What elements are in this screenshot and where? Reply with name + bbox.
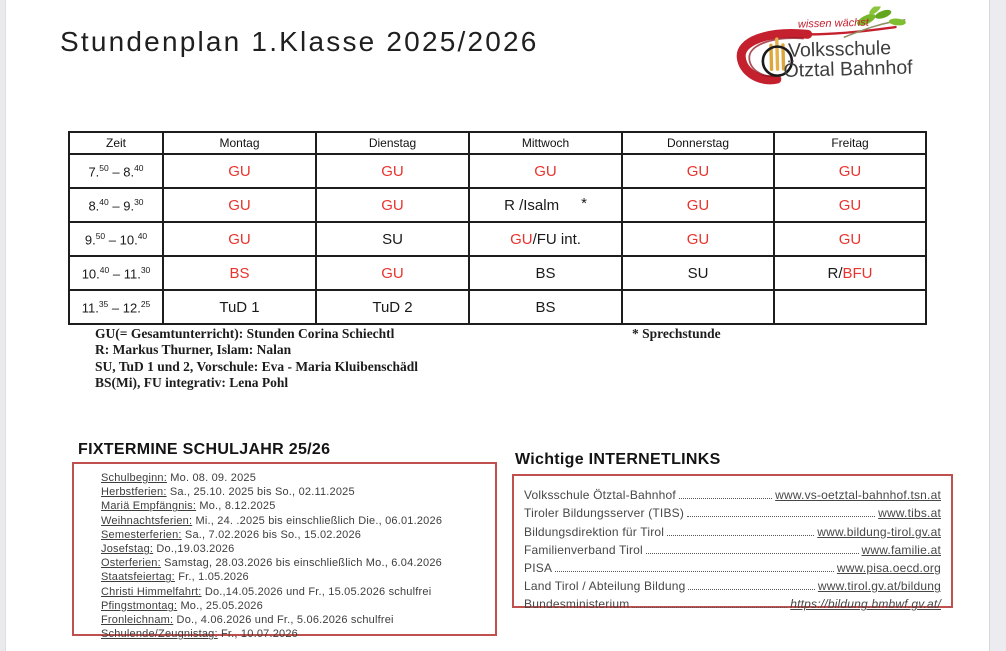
fixtermine-item — [101, 613, 487, 627]
dot-leader — [632, 607, 787, 608]
subject-cell: GU — [622, 188, 774, 222]
fixtermine-item — [101, 542, 487, 556]
link-url[interactable]: www.tirol.gv.at/bildung — [817, 579, 941, 594]
timetable-row — [69, 154, 926, 188]
subject-cell: GU — [622, 154, 774, 188]
fixtermine-item — [101, 514, 487, 528]
subject-cell: GU — [774, 188, 926, 222]
timetable-row — [69, 222, 926, 256]
subject-cell: GU — [163, 154, 316, 188]
subject-cell: BS — [469, 256, 622, 290]
dot-leader — [679, 498, 772, 499]
fixtermine-label: Fronleichnam: — [101, 614, 174, 627]
subject-cell: GU — [316, 188, 469, 222]
day-header: Donnerstag — [622, 132, 774, 154]
timetable-header-row — [69, 132, 926, 154]
fixtermine-label: Schulbeginn: — [101, 472, 168, 484]
page-title: Stundenplan 1.Klasse 2025/2026 — [60, 26, 539, 57]
logo-name-line1: Volksschule — [787, 37, 892, 62]
school-logo — [723, 6, 917, 89]
link-item — [524, 593, 941, 611]
subject-cell — [774, 290, 926, 324]
subject-cell: TuD 1 — [163, 290, 316, 324]
subject-cell — [622, 290, 774, 324]
fixtermine-label: Christi Himmelfahrt: — [101, 585, 202, 598]
fixtermine-text: Samstag, 28.03.2026 bis einschließlich Mo., 6.04.2026 — [160, 557, 442, 570]
logo-wheat-icon — [777, 39, 778, 69]
sprechstunde-note: * Sprechstunde — [632, 326, 721, 341]
fixtermine-item — [101, 556, 487, 570]
fixtermine-item — [101, 485, 487, 499]
link-item — [524, 539, 941, 557]
subject-cell: GU — [163, 188, 316, 222]
link-url[interactable]: www.familie.at — [861, 542, 941, 557]
fixtermine-text: Fr., 10.07.2026 — [217, 628, 298, 641]
subject-cell: BS — [163, 256, 316, 290]
timetable-row — [69, 290, 926, 324]
fixtermine-text: Do., 4.06.2026 und Fr., 5.06.2026 schulfrei — [173, 614, 394, 627]
dot-leader — [555, 571, 834, 572]
link-url[interactable]: www.tibs.at — [878, 506, 941, 521]
day-header: Dienstag — [316, 132, 469, 154]
link-label: Bildungsdirektion für Tirol — [524, 524, 665, 539]
timetable-row — [69, 256, 926, 290]
link-label: Land Tirol / Abteilung Bildung — [524, 579, 686, 594]
link-label: Bundesministerium — [524, 597, 630, 612]
link-item — [524, 502, 941, 520]
day-header: Mittwoch — [469, 132, 622, 154]
logo-leaf-icon — [889, 18, 906, 26]
subject-cell: BS — [469, 290, 622, 324]
fixtermine-text: Fr., 1.05.2026 — [174, 571, 249, 584]
fixtermine-label: Weihnachtsferien: — [101, 514, 193, 527]
day-header: Zeit — [69, 132, 163, 154]
fixtermine-text: Sa., 7.02.2026 bis So., 15.02.2026 — [181, 528, 362, 541]
fixtermine-item — [101, 585, 487, 599]
links-heading: Wichtige INTERNETLINKS — [515, 451, 721, 468]
subject-cell: SU — [316, 222, 469, 256]
subject-cell: SU — [622, 256, 774, 290]
logo-tagline: wissen wächst — [797, 16, 869, 31]
fixtermine-label: Osterferien: — [101, 557, 161, 570]
time-cell: 8.40 – 9.30 — [69, 188, 163, 222]
fixtermine-label: Herbstferien: — [101, 486, 167, 499]
timetable-row — [69, 188, 926, 222]
legend — [95, 326, 418, 392]
subject-cell: R/BFU — [774, 256, 926, 290]
timetable — [68, 131, 927, 325]
fixtermine-label: Pfingstmontag: — [101, 599, 178, 612]
subject-cell: GU — [316, 256, 469, 290]
fixtermine-text: Do.,19.03.2026 — [153, 543, 235, 556]
fixtermine-item — [101, 499, 487, 513]
link-url[interactable]: www.pisa.oecd.org — [836, 560, 941, 575]
time-cell: 11.35 – 12.25 — [69, 290, 163, 324]
links-list — [524, 484, 941, 611]
time-cell: 9.50 – 10.40 — [69, 222, 163, 256]
link-url[interactable]: www.vs-oetztal-bahnhof.tsn.at — [775, 488, 941, 503]
link-label: PISA — [524, 560, 553, 575]
subject-cell: GU — [469, 154, 622, 188]
dot-leader — [646, 553, 859, 554]
fixtermine-heading: FIXTERMINE SCHULJAHR 25/26 — [78, 441, 331, 458]
fixtermine-item — [101, 528, 487, 542]
fixtermine-item — [101, 627, 487, 641]
timetable-body — [69, 154, 926, 324]
dot-leader — [687, 516, 875, 517]
dot-leader — [688, 589, 814, 590]
link-item — [524, 484, 941, 502]
link-url[interactable]: https://bildung.bmbwf.gv.at/ — [790, 597, 941, 612]
fixtermine-label: Staatsfeiertag: — [101, 571, 175, 584]
fixtermine-text: Mi., 24. .2025 bis einschließlich Die., 06.01.2026 — [192, 514, 443, 527]
links-box — [512, 474, 953, 612]
fixtermine-item — [101, 599, 487, 613]
fixtermine-label: Mariä Empfängnis: — [101, 500, 197, 513]
day-header: Freitag — [774, 132, 926, 154]
time-cell: 7.50 – 8.40 — [69, 154, 163, 188]
subject-cell: R /Isalm * — [469, 188, 622, 222]
subject-cell: GU — [316, 154, 469, 188]
page-edge-left — [0, 0, 6, 651]
fixtermine-box — [72, 462, 497, 641]
logo-name-line2: Ötztal Bahnhof — [783, 56, 913, 82]
fixtermine-label: Josefstag: — [101, 543, 154, 556]
subject-cell: GU — [163, 222, 316, 256]
fixtermine-label: Semesterferien: — [101, 528, 182, 541]
page-edge-right — [989, 0, 1006, 651]
fixtermine-text: Mo., 8.12.2025 — [196, 500, 276, 513]
fixtermine-label: Schulende/Zeugnistag: — [101, 628, 218, 641]
legend-line: SU, TuD 1 und 2, Vorschule: Eva - Maria Kluibenschädl — [95, 358, 418, 374]
link-label: Tiroler Bildungsserver (TIBS) — [524, 506, 685, 521]
fixtermine-text: Mo. 08. 09. 2025 — [167, 472, 257, 484]
dot-leader — [667, 535, 814, 536]
legend-line: GU(= Gesamtunterricht): Stunden Corina Schiechtl — [95, 326, 395, 341]
fixtermine-text: Do.,14.05.2026 und Fr., 15.05.2026 schulfrei — [201, 585, 432, 598]
subject-cell: GU — [774, 222, 926, 256]
subject-cell: GU/FU int. — [469, 222, 622, 256]
subject-cell: GU — [774, 154, 926, 188]
day-header: Montag — [163, 132, 316, 154]
fixtermine-text: Sa., 25.10. 2025 bis So., 02.11.2025 — [166, 486, 355, 499]
link-label: Familienverband Tirol — [524, 542, 643, 557]
legend-line: R: Markus Thurner, Islam: Nalan — [95, 342, 292, 358]
link-item — [524, 557, 941, 575]
link-item — [524, 520, 941, 538]
legend-line: BS(Mi), FU integrativ: Lena Pohl — [95, 375, 289, 391]
link-label: Volksschule Ötztal-Bahnhof — [524, 488, 676, 503]
subject-cell: TuD 2 — [316, 290, 469, 324]
time-cell: 10.40 – 11.30 — [69, 256, 163, 290]
fixtermine-item — [101, 471, 487, 485]
fixtermine-text: Mo., 25.05.2026 — [177, 599, 263, 612]
subject-cell: GU — [622, 222, 774, 256]
fixtermine-item — [101, 570, 487, 584]
link-url[interactable]: www.bildung-tirol.gv.at — [817, 524, 941, 539]
fixtermine-list — [101, 471, 487, 641]
link-item — [524, 575, 941, 593]
